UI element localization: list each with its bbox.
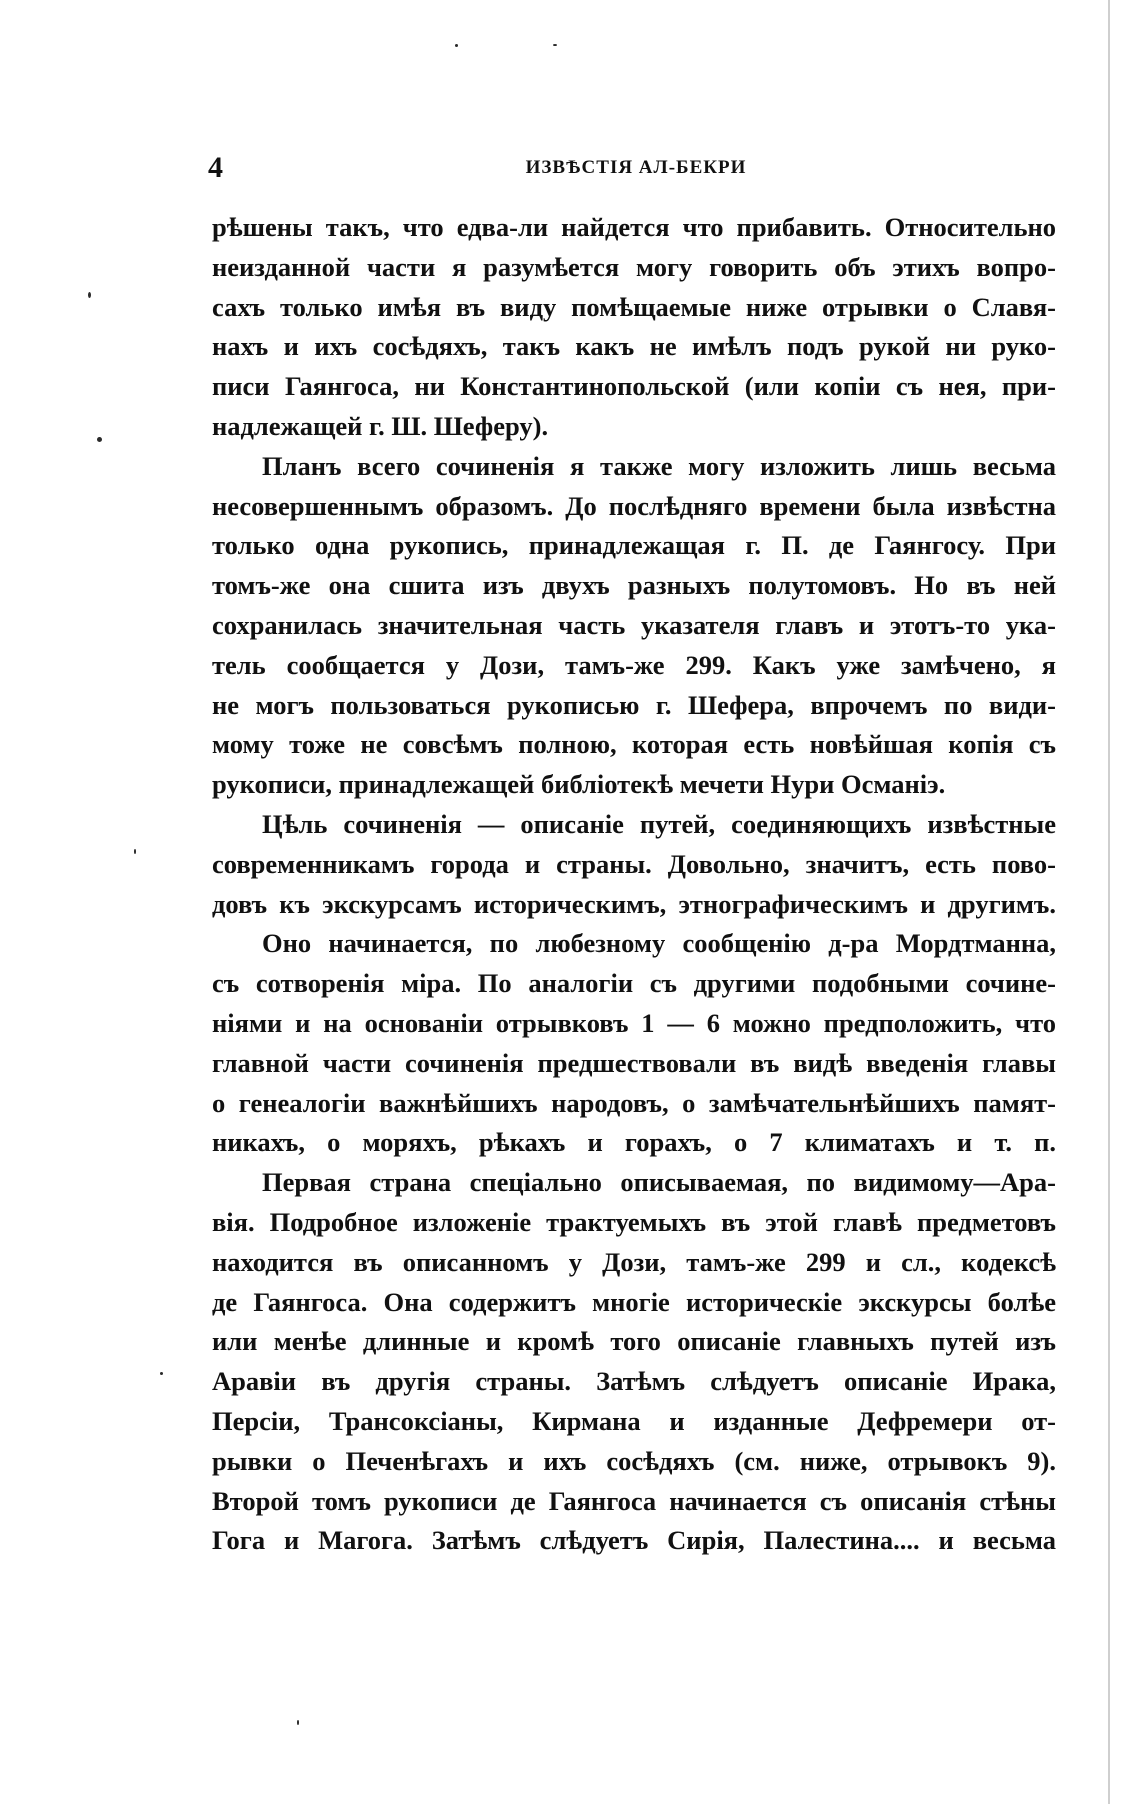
- page-number: 4: [208, 151, 223, 184]
- text-line: несовершеннымъ образомъ. До послѣдняго времени была извѣстна: [212, 490, 1056, 521]
- text-line: Второй томъ рукописи де Гаянгоса начинается съ описанія стѣны: [212, 1485, 1056, 1516]
- text-line: томъ-же она сшита изъ двухъ разныхъ полутомовъ. Но въ ней: [212, 570, 1056, 601]
- text-line: нахъ и ихъ сосѣдяхъ, такъ какъ не имѣлъ подъ рукой ни руко-: [212, 331, 1056, 362]
- text-line: неизданной части я разумѣется могу говорить объ этихъ вопро-: [212, 251, 1056, 282]
- text-line: рывки о Печенѣгахъ и ихъ сосѣдяхъ (см. ниже, отрывокъ 9).: [212, 1445, 1056, 1476]
- text-line: или менѣе длинные и кромѣ того описаніе главныхъ путей изъ: [212, 1326, 1056, 1357]
- text-line: мому тоже не совсѣмъ полною, которая есть новѣйшая копія съ: [212, 729, 1056, 760]
- text-line: Гога и Магога. Затѣмъ слѣдуетъ Сирія, Палестина.... и весьма: [212, 1525, 1056, 1556]
- paragraph-5: [212, 1163, 1056, 1561]
- text-line: ніями и на основаніи отрывковъ 1 — 6 можно предположить, что: [212, 1007, 1056, 1038]
- text-line: Персіи, Трансоксіаны, Кирмана и изданные Дефремери от-: [212, 1405, 1056, 1436]
- paragraph-2: [212, 447, 1056, 805]
- scan-speck: [88, 292, 91, 298]
- text-line: Аравіи въ другія страны. Затѣмъ слѣдуетъ описаніе Ирака,: [212, 1366, 1056, 1397]
- text-line: только одна рукопись, принадлежащая г. П. де Гаянгосу. При: [212, 530, 1056, 561]
- text-line: надлежащей г. Ш. Шеферу).: [212, 410, 549, 441]
- text-line: современникамъ города и страны. Довольно, значитъ, есть пово-: [212, 848, 1056, 879]
- text-line: сохранилась значительная часть указателя главъ и этотъ-то ука-: [212, 609, 1056, 640]
- page-header: [208, 148, 1064, 188]
- text-line: Первая страна спеціально описываемая, по видимому—Ара-: [262, 1167, 1056, 1198]
- scan-speck: [297, 1720, 299, 1725]
- text-line: главной части сочиненія предшествовали въ видѣ введенія главы: [212, 1047, 1056, 1078]
- paragraph-1: [212, 208, 1056, 447]
- text-line: довъ къ экскурсамъ историческимъ, этнографическимъ и другимъ.: [212, 888, 1056, 919]
- text-line: Цѣль сочиненія — описаніе путей, соединяющихъ извѣстные: [262, 808, 1056, 839]
- body-text: [212, 208, 1056, 1561]
- text-line: не могъ пользоваться рукописью г. Шефера, впрочемъ по види-: [212, 689, 1056, 720]
- text-line: съ сотворенія міра. По аналогіи съ другими подобными сочине-: [212, 968, 1056, 999]
- text-line: Планъ всего сочиненія я также могу изложить лишь весьма: [262, 450, 1056, 481]
- running-title: ИЗВѢСТІЯ АЛ-БЕКРИ: [525, 157, 747, 178]
- scan-speck: [455, 44, 458, 47]
- text-line: вія. Подробное изложеніе трактуемыхъ въ этой главѣ предметовъ: [212, 1206, 1056, 1237]
- text-line: о генеалогіи важнѣйшихъ народовъ, о замѣчательнѣйшихъ памят-: [212, 1087, 1056, 1118]
- text-line: рукописи, принадлежащей библіотекѣ мечети Нури Османіэ.: [212, 769, 946, 800]
- scan-speck: [553, 44, 557, 46]
- text-line: никахъ, о моряхъ, рѣкахъ и горахъ, о 7 климатахъ и т. п.: [212, 1127, 1056, 1158]
- text-line: находится въ описанномъ у Дози, тамъ-же 299 и сл., кодексѣ: [212, 1246, 1056, 1277]
- text-line: сахъ только имѣя въ виду помѣщаемые ниже отрывки о Славя-: [212, 291, 1056, 322]
- text-line: рѣшены такъ, что едва-ли найдется что прибавить. Относительно: [212, 212, 1056, 242]
- text-line: тель сообщается у Дози, тамъ-же 299. Какъ уже замѣчено, я: [212, 649, 1056, 680]
- scan-speck: [97, 437, 102, 442]
- text-line: Оно начинается, по любезному сообщенію д-ра Мордтманна,: [262, 928, 1056, 959]
- page-edge: [1108, 0, 1110, 1804]
- paragraph-3: [212, 805, 1056, 924]
- scan-speck: [160, 1372, 163, 1375]
- text-line: писи Гаянгоса, ни Константинопольской (или копіи съ нея, при-: [212, 371, 1056, 402]
- paragraph-4: [212, 924, 1056, 1163]
- text-line: де Гаянгоса. Она содержитъ многіе историческіе экскурсы болѣе: [212, 1286, 1056, 1317]
- scan-speck: [134, 849, 136, 854]
